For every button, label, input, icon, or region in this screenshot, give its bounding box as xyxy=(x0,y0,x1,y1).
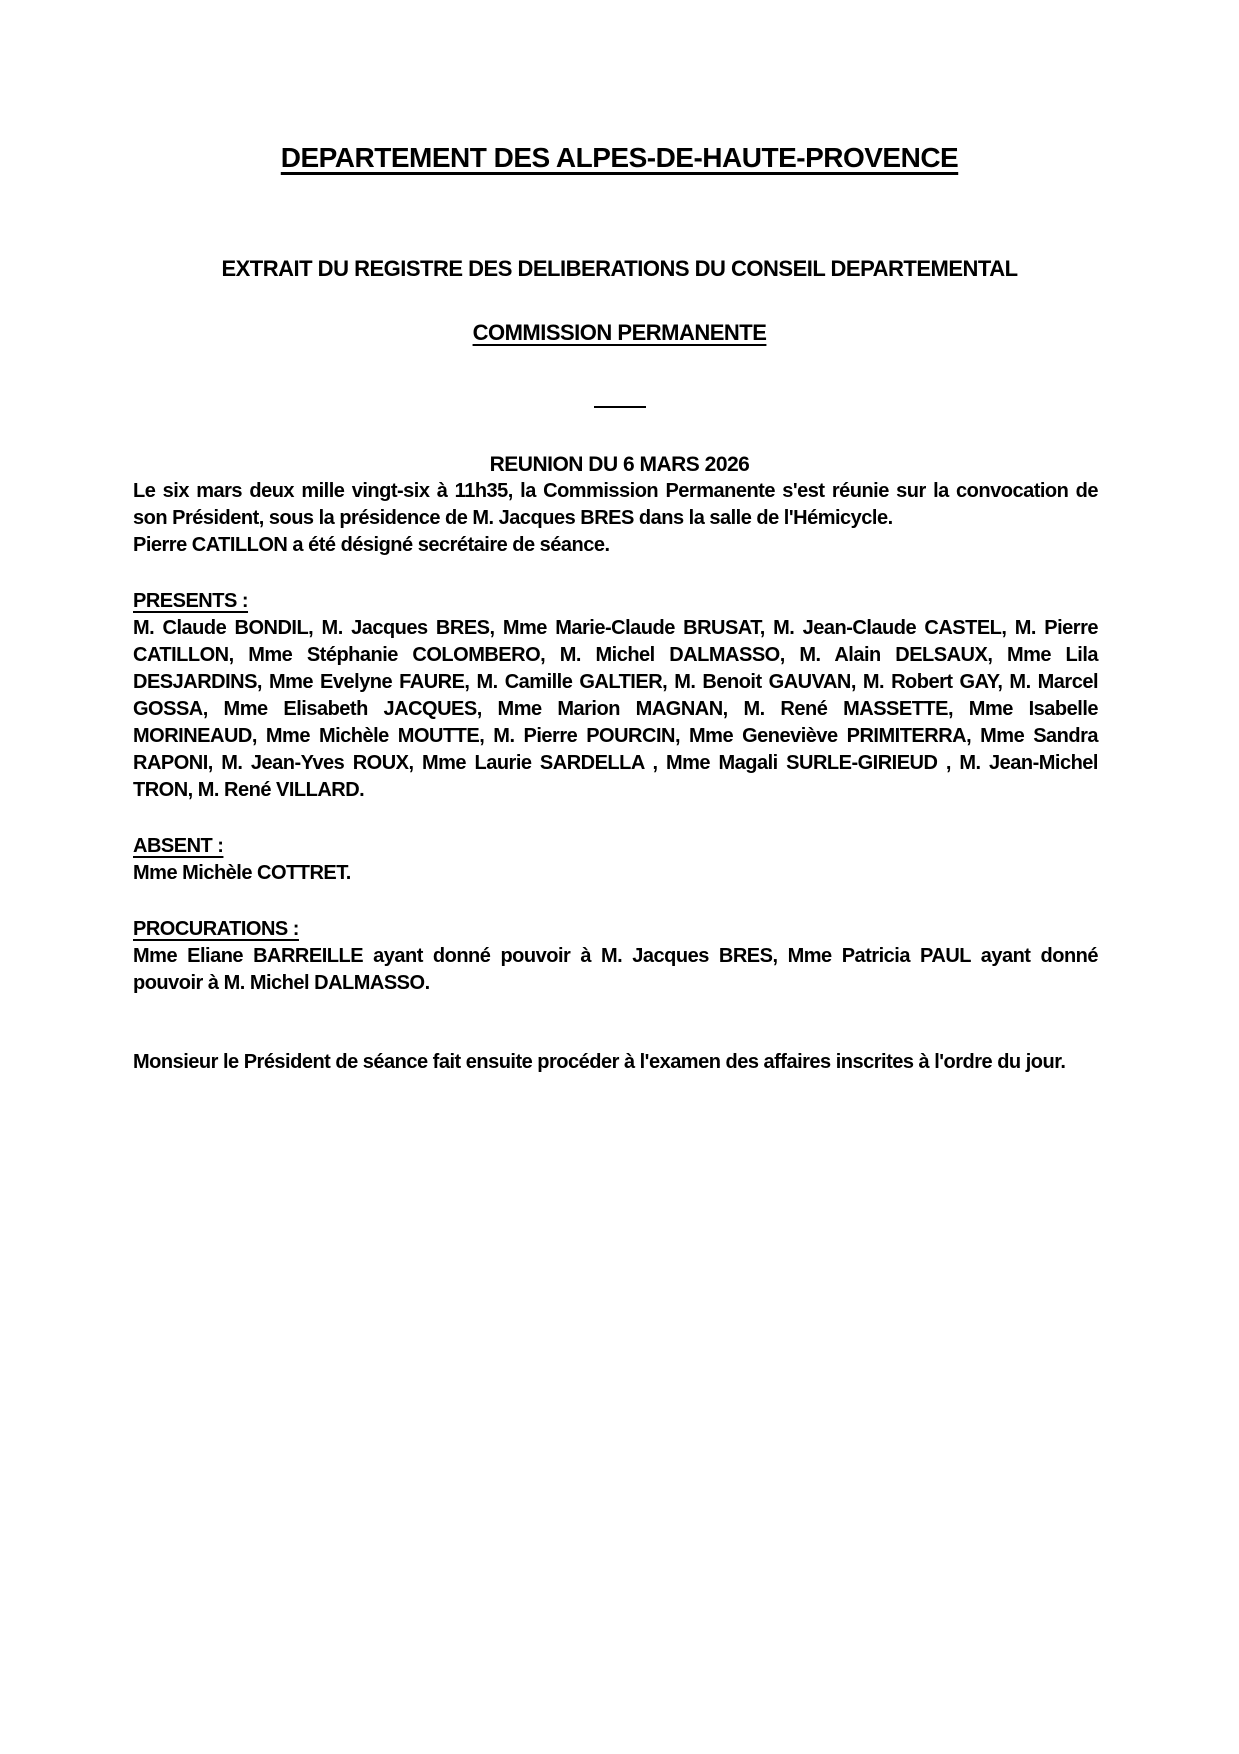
absent-section xyxy=(133,833,1098,887)
intro-paragraph: Le six mars deux mille vingt-six à 11h35, la Commission Permanente s'est réunie sur la convocation de son Président, sous la présidence de M. Jacques BRES dans la salle de l'Hémicycle. xyxy=(133,480,1098,530)
commission-heading: COMMISSION PERMANENTE xyxy=(472,319,767,345)
procurations-section xyxy=(133,916,1098,997)
presents-section xyxy=(133,588,1098,804)
meeting-title: REUNION DU 6 MARS 2026 xyxy=(489,453,750,476)
procurations-text: Mme Eliane BARREILLE ayant donné pouvoir à M. Jacques BRES, Mme Patricia PAUL ayant donné pouvoir à M. Michel DALMASSO. xyxy=(133,945,1098,995)
presents-list: M. Claude BONDIL, M. Jacques BRES, Mme Marie-Claude BRUSAT, M. Jean-Claude CASTEL, M. Pierre CATILLON, Mme Stéphanie COLOMBERO, M. Michel DALMASSO, M. Alain DELSAUX, Mme Lila DESJARDINS, Mme Evelyne FAURE, M. Camille GALTIER, M. Benoit GAUVAN, M. Robert GAY, M. Marcel GOSSA, Mme Elisabeth JACQUES, Mme Marion MAGNAN, M. René MASSETTE, Mme Isabelle MORINEAUD, Mme Michèle MOUTTE, M. Pierre POURCIN, Mme Geneviève PRIMITERRA, Mme Sandra RAPONI, M. Jean-Yves ROUX, Mme Laurie SARDELLA , Mme Magali SURLE-GIRIEUD , M. Jean-Michel TRON, M. René VILLARD. xyxy=(133,617,1098,802)
secretary-line: Pierre CATILLON a été désigné secrétaire de séance. xyxy=(133,534,610,557)
document-subtitle: EXTRAIT DU REGISTRE DES DELIBERATIONS DU CONSEIL DEPARTEMENTAL xyxy=(221,256,1018,281)
document-body xyxy=(133,478,1098,1076)
absent-heading: ABSENT : xyxy=(133,835,224,858)
document-title: DEPARTEMENT DES ALPES-DE-HAUTE-PROVENCE xyxy=(280,142,959,173)
presents-heading: PRESENTS : xyxy=(133,590,249,613)
closing-paragraph: Monsieur le Président de séance fait ensuite procéder à l'examen des affaires inscrites à l'ordre du jour. xyxy=(133,1051,1066,1074)
procurations-heading: PROCURATIONS : xyxy=(133,918,299,941)
separator-line xyxy=(594,406,646,408)
absent-list: Mme Michèle COTTRET. xyxy=(133,862,351,885)
